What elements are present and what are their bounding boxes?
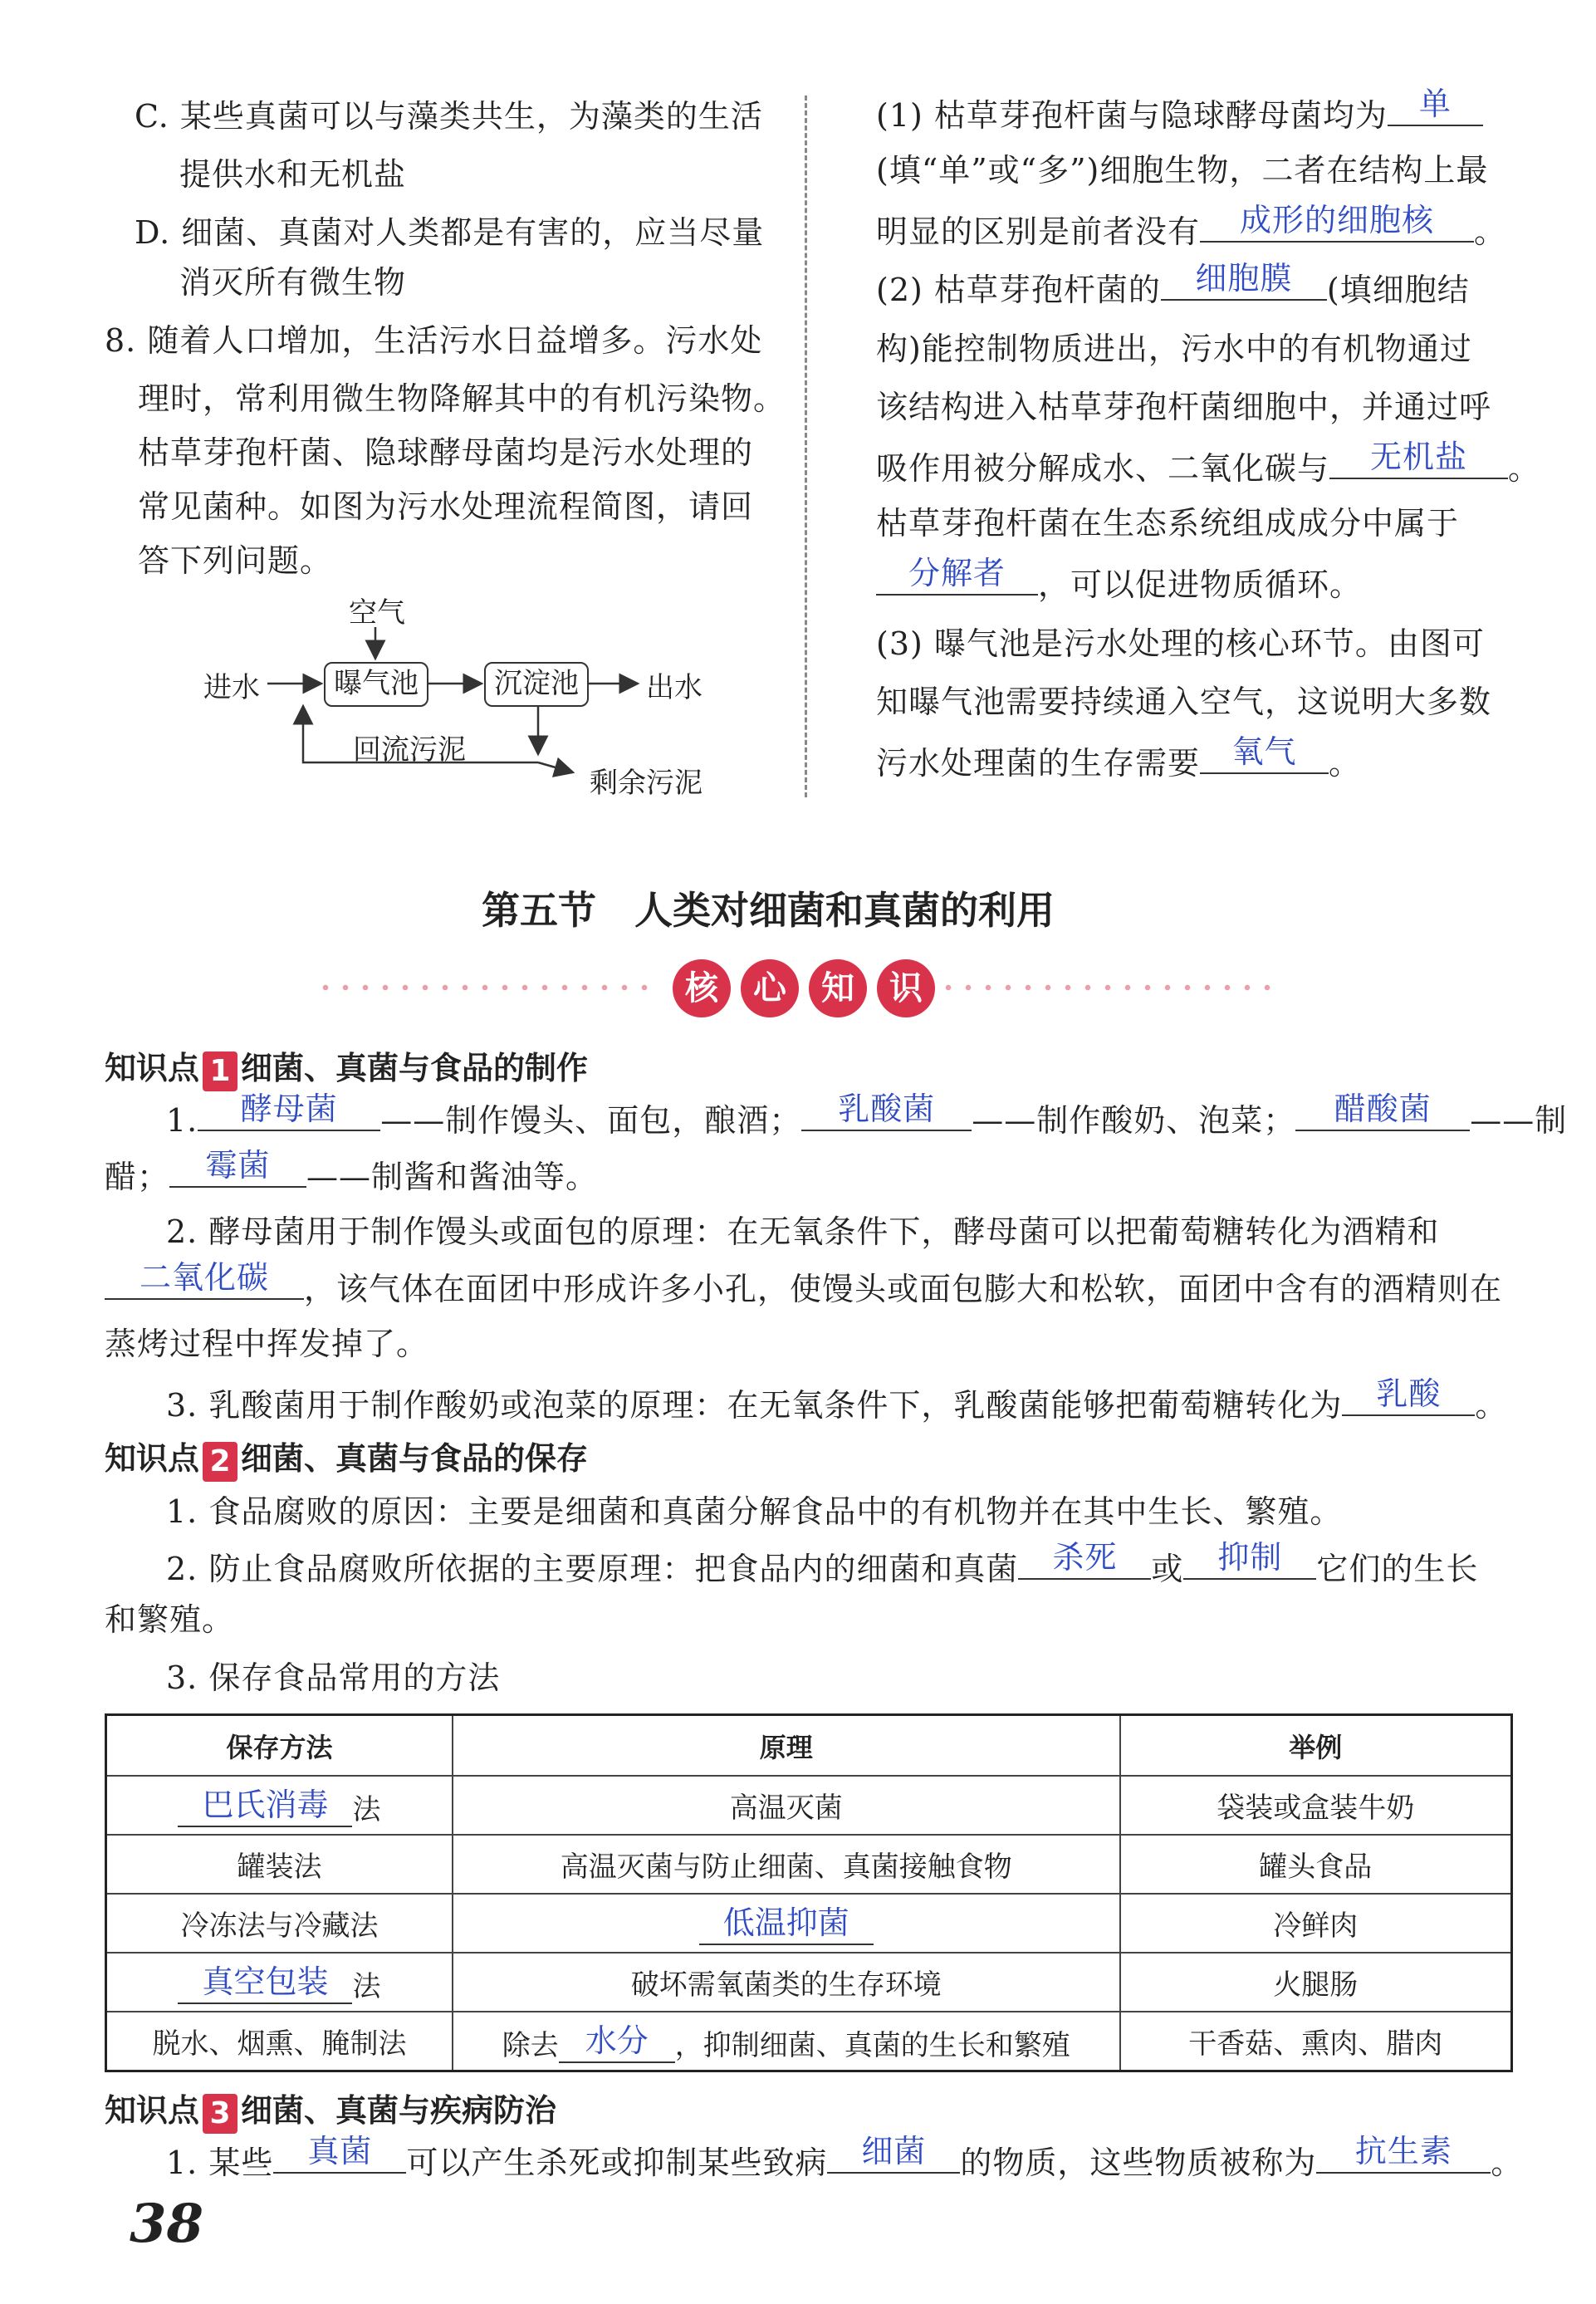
table-header: 保存方法	[106, 1715, 453, 1777]
kp1-heading	[105, 1042, 588, 1091]
food-preservation-table	[105, 1713, 1513, 2072]
inflow-label: 进水	[203, 671, 260, 704]
kp-title: 细菌、真菌与食品的制作	[241, 1049, 589, 1086]
answer-blank	[827, 2130, 960, 2174]
table-row	[106, 2012, 1512, 2071]
answer-text: 水分	[585, 2022, 649, 2059]
answer-blank	[699, 1902, 874, 1945]
q8-3-text-c: 污水处理菌的生存需要	[876, 745, 1201, 782]
text: ——制酱和酱油等。	[306, 1159, 599, 1195]
answer-blank	[1200, 199, 1474, 243]
answer-blank	[559, 2020, 675, 2063]
text: ，该气体在面团中形成许多小孔，使馒头或面包膨大和松软，面团中含有的酒精则在	[304, 1271, 1503, 1307]
q8-1-text-a: (1) 枯草芽孢杆菌与隐球酵母菌均为	[876, 97, 1388, 134]
kp-number-badge: 2	[203, 1442, 237, 1482]
answer-blank	[1161, 257, 1327, 301]
aeration-tank-box: 曝气池	[324, 662, 428, 707]
answer-text: 无机盐	[1370, 439, 1468, 475]
table-cell	[106, 1776, 453, 1835]
text: 可以产生杀死或抑制某些致病	[406, 2145, 828, 2181]
q8-2-line2: 构)能控制物质进出，污水中的有机物通过	[876, 331, 1472, 367]
text: 或	[1151, 1551, 1184, 1587]
answer-text: 酵母菌	[240, 1091, 338, 1127]
q8-2-line5: 枯草芽孢杆菌在生态系统组成成分中属于	[876, 505, 1460, 542]
punct: 。	[1329, 745, 1362, 782]
answer-blank	[1316, 2130, 1491, 2174]
table-row	[106, 1953, 1512, 2012]
text: ，抑制细菌、真菌的生长和繁殖	[674, 2028, 1070, 2062]
table-cell: 罐装法	[106, 1835, 453, 1894]
answer-text: 细胞膜	[1195, 260, 1293, 297]
answer-text: 抑制	[1217, 1539, 1283, 1576]
air-label: 空气	[349, 596, 405, 630]
text: 醋；	[105, 1159, 170, 1195]
text: 3. 乳酸菌用于制作酸奶或泡菜的原理：在无氧条件下，乳酸菌能够把葡萄糖转化为	[166, 1387, 1343, 1424]
core-char: 识	[877, 959, 935, 1017]
answer-text: 细菌	[861, 2133, 927, 2169]
q8-2-line4	[876, 436, 1540, 498]
kp-number-badge: 1	[203, 1052, 237, 1091]
kp-title: 细菌、真菌与食品的保存	[241, 1439, 589, 1477]
page-number: 38	[130, 2193, 204, 2255]
kp3-heading	[105, 2085, 556, 2134]
text: 1. 某些	[166, 2145, 274, 2181]
table-cell: 罐头食品	[1120, 1835, 1512, 1894]
kp1-line1	[166, 1088, 1567, 1150]
kp1-line6	[166, 1373, 1507, 1434]
punct: 。	[1475, 1387, 1508, 1424]
table-cell: 破坏需氧菌类的生存环境	[453, 1953, 1120, 2012]
q8-3-line2: 知曝气池需要持续通入空气，这说明大多数	[876, 684, 1492, 720]
core-char: 核	[673, 959, 731, 1017]
core-char: 心	[741, 959, 799, 1017]
option-d-line2: 消灭所有微生物	[179, 264, 407, 301]
table-row	[106, 1894, 1512, 1953]
kp-label: 知识点	[105, 2091, 200, 2129]
answer-text: 低温抑菌	[722, 1904, 849, 1941]
answer-text: 真空包装	[202, 1963, 329, 2000]
answer-blank	[169, 1145, 306, 1188]
answer-text: 醋酸菌	[1334, 1091, 1432, 1127]
kp1-line2	[105, 1145, 598, 1206]
text: 法	[352, 1792, 381, 1826]
remaining-sludge-label: 剩余污泥	[590, 767, 703, 800]
option-c-line2: 提供水和无机盐	[179, 156, 407, 193]
q8-line4: 常见菌种。如图为污水处理流程简图，请回	[138, 488, 754, 525]
answer-text: 成形的细胞核	[1240, 202, 1435, 238]
kp2-line3: 和繁殖。	[105, 1601, 235, 1638]
answer-blank	[1388, 83, 1483, 126]
table-cell	[453, 1894, 1120, 1953]
text: 它们的生长	[1316, 1551, 1479, 1587]
table-row	[106, 1835, 1512, 1894]
kp1-line5: 蒸烤过程中挥发掉了。	[105, 1326, 429, 1362]
punct: 。	[1508, 450, 1541, 487]
option-d-line1: D. 细菌、真菌对人类都是有害的，应当尽量	[135, 214, 765, 251]
q8-2-text-d: 吸作用被分解成水、二氧化碳与	[876, 450, 1330, 487]
kp2-line1: 1. 食品腐败的原因：主要是细菌和真菌分解食品中的有机物并在其中生长、繁殖。	[166, 1493, 1343, 1530]
answer-text: 抗生素	[1354, 2133, 1452, 2169]
text: ——制	[1470, 1102, 1568, 1139]
answer-blank	[801, 1088, 972, 1131]
punct: 。	[1491, 2145, 1524, 2181]
table-cell	[106, 1953, 453, 2012]
text: 1.	[166, 1102, 198, 1139]
table-cell: 脱水、烟熏、腌制法	[106, 2012, 453, 2071]
kp-number-badge: 3	[203, 2094, 237, 2134]
text: ——制作酸奶、泡菜；	[972, 1102, 1296, 1139]
answer-text: 单	[1418, 86, 1452, 122]
answer-text: 乳酸菌	[838, 1091, 936, 1127]
answer-blank	[1329, 436, 1508, 479]
text: 法	[352, 1969, 381, 2003]
table-row	[106, 1776, 1512, 1835]
settling-tank-box: 沉淀池	[484, 662, 589, 707]
answer-blank	[1295, 1088, 1470, 1131]
answer-blank	[1200, 731, 1329, 774]
q8-1-line1	[876, 83, 1483, 145]
kp1-line3: 2. 酵母菌用于制作馒头或面包的原理：在无氧条件下，酵母菌可以把葡萄糖转化为酒精和	[166, 1213, 1440, 1250]
table-cell: 干香菇、熏肉、腊肉	[1120, 2012, 1512, 2071]
kp2-line2	[166, 1537, 1478, 1598]
answer-blank	[1342, 1373, 1475, 1416]
table-cell: 袋装或盒装牛奶	[1120, 1776, 1512, 1835]
answer-blank	[273, 2130, 406, 2174]
q8-2-text-a2: (填细胞结	[1326, 272, 1470, 308]
answer-blank	[105, 1257, 304, 1300]
q8-line1: 8. 随着人口增加，生活污水日益增多。污水处	[105, 322, 763, 359]
answer-blank	[198, 1088, 380, 1131]
answer-blank	[178, 1961, 352, 2004]
table-header-row	[106, 1715, 1512, 1777]
q8-3-line3	[876, 731, 1361, 792]
table-cell: 高温灭菌与防止细菌、真菌接触食物	[453, 1835, 1120, 1894]
q8-line5: 答下列问题。	[138, 542, 333, 579]
table-cell	[453, 2012, 1120, 2071]
q8-1-line3	[876, 199, 1506, 261]
q8-line3: 枯草芽孢杆菌、隐球酵母菌均是污水处理的	[138, 434, 754, 471]
section-title: 第五节 人类对细菌和真菌的利用	[482, 888, 1055, 933]
answer-blank	[1018, 1537, 1151, 1580]
q8-line2: 理时，常利用微生物降解其中的有机污染物。	[138, 380, 786, 417]
answer-text: 氧气	[1231, 733, 1297, 770]
answer-text: 霉菌	[205, 1147, 271, 1184]
q8-2-line6	[876, 552, 1362, 614]
kp-label: 知识点	[105, 1439, 200, 1477]
text: 2. 防止食品腐败所依据的主要原理：把食品内的细菌和真菌	[166, 1551, 1019, 1587]
answer-text: 二氧化碳	[139, 1259, 269, 1296]
answer-text: 杀死	[1052, 1539, 1118, 1576]
dots-right	[938, 984, 1279, 991]
dots-left	[316, 984, 656, 991]
q8-1-text-c: 明显的区别是前者没有	[876, 213, 1201, 250]
q8-2-text-a: (2) 枯草芽孢杆菌的	[876, 272, 1161, 308]
q8-1-line2: (填“单”或“多”)细胞生物，二者在结构上最	[876, 152, 1489, 189]
kp-title: 细菌、真菌与疾病防治	[241, 2091, 557, 2129]
answer-text: 分解者	[908, 555, 1006, 591]
kp3-line1	[166, 2130, 1523, 2192]
option-c-line1: C. 某些真菌可以与藻类共生，为藻类的生活	[135, 98, 763, 135]
answer-blank	[1183, 1537, 1316, 1580]
return-sludge-label: 回流污泥	[353, 733, 466, 767]
core-char: 知	[809, 959, 867, 1017]
answer-blank	[178, 1784, 352, 1827]
answer-text: 真菌	[307, 2133, 373, 2169]
punct: 。	[1474, 213, 1507, 250]
answer-text: 巴氏消毒	[202, 1786, 329, 1823]
kp2-heading	[105, 1433, 588, 1482]
sewage-flow-diagram	[191, 581, 772, 800]
answer-text: 乳酸	[1376, 1375, 1442, 1412]
table-cell: 火腿肠	[1120, 1953, 1512, 2012]
table-cell: 高温灭菌	[453, 1776, 1120, 1835]
kp1-line4	[105, 1257, 1502, 1318]
text: 除去	[502, 2028, 559, 2062]
column-divider	[805, 96, 807, 797]
table-cell: 冷鲜肉	[1120, 1894, 1512, 1953]
table-header: 原理	[453, 1715, 1120, 1777]
q8-3-line1: (3) 曝气池是污水处理的核心环节。由图可	[876, 625, 1485, 662]
table-cell: 冷冻法与冷藏法	[106, 1894, 453, 1953]
kp-label: 知识点	[105, 1049, 200, 1086]
q8-2-line3: 该结构进入枯草芽孢杆菌细胞中，并通过呼	[876, 389, 1492, 425]
kp2-line4: 3. 保存食品常用的方法	[166, 1659, 501, 1696]
outflow-label: 出水	[646, 671, 703, 704]
q8-2-text-f: ，可以促进物质循环。	[1038, 566, 1363, 603]
q8-2-line1	[876, 257, 1470, 319]
text: 的物质，这些物质被称为	[960, 2145, 1317, 2181]
table-header: 举例	[1120, 1715, 1512, 1777]
answer-blank	[876, 552, 1038, 596]
text: ——制作馒头、面包，酿酒；	[380, 1102, 802, 1139]
core-knowledge-badge	[673, 959, 945, 1017]
